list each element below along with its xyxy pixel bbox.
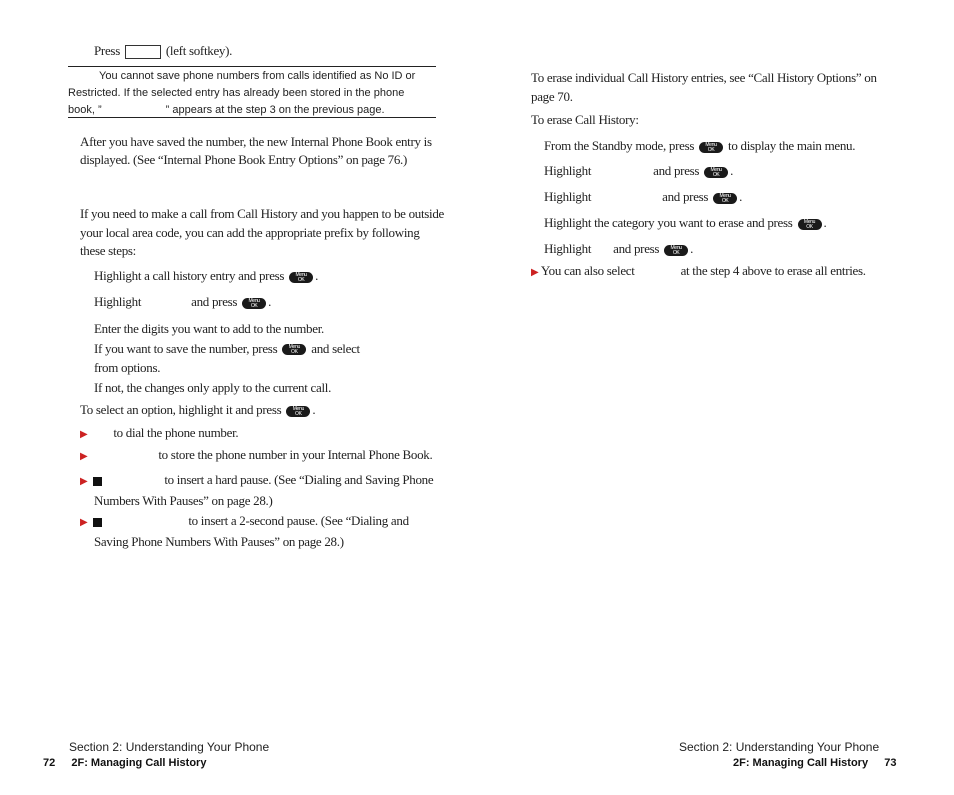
menu-ok-key-icon: Menu OK [282,344,306,355]
erase-individual-paragraph: To erase individual Call History entries, see “Call History Options” on page 70. [531,70,877,104]
left-softkey-icon [125,45,161,59]
erase-tip: ▶ You can also select at the step 4 above to erase all entries. [531,263,866,278]
erase-step-5: Highlight and press Menu OK . [544,241,694,256]
menu-ok-key-icon: Menu OK [699,142,723,153]
step-text: Press [94,43,120,58]
note-top-rule [68,66,436,67]
option-bullet-dial: ▶ to dial the phone number. [80,425,239,440]
prefix-step-3-4: Enter the digits you want to add to the number. If you want to save the number, press Menu OK and select from options. If not, the changes only apply to the current call. [94,321,360,395]
footer-chapter [733,757,896,769]
note-box [68,68,415,119]
pause-key-icon [93,518,102,527]
chapter-title: 2F: Managing Call History [733,757,869,769]
note-line: Restricted. If the selected entry has already been stored in the phone [68,87,405,99]
erase-step-4: Highlight the category you want to erase and press Menu OK . [544,215,827,230]
menu-ok-key-icon: Menu OK [289,272,313,283]
menu-ok-key-icon: Menu OK [798,219,822,230]
erase-step-3: Highlight and press Menu OK . [544,189,743,204]
option-bullet-2sec-pause: ▶ to insert a 2-second pause. (See “Dialing and Saving Phone Numbers With Pauses” on page 28.) [80,513,409,549]
footer-section-title: Section 2: Understanding Your Phone [69,740,270,754]
menu-ok-key-icon: Menu OK [713,193,737,204]
bullet-arrow-icon: ▶ [80,451,88,462]
erase-step-1: From the Standby mode, press Menu OK to display the main menu. [544,138,856,153]
option-bullet-hard-pause: ▶ to insert a hard pause. (See “Dialing and Saving Phone Numbers With Pauses” on page 28.) [80,472,434,508]
chapter-title: 2F: Managing Call History [71,757,207,769]
prefix-step-2: Highlight and press Menu OK . [94,294,272,309]
note-line: You cannot save phone numbers from calls identified as No ID or [99,70,416,82]
menu-ok-key-icon: Menu OK [664,245,688,256]
erase-intro: To erase Call History: [531,112,639,127]
footer-section-title: Section 2: Understanding Your Phone [679,740,880,754]
footer-chapter [43,757,206,769]
menu-ok-key-icon: Menu OK [286,406,310,417]
prefix-step-1: Highlight a call history entry and press Menu OK . [94,268,319,283]
prefix-intro-paragraph: If you need to make a call from Call History and you happen to be outside your local area code, you can add the appropriate prefix by following these steps: [80,206,445,258]
bullet-arrow-icon: ▶ [80,517,88,528]
bullet-arrow-icon: ▶ [531,267,539,278]
bullet-arrow-icon: ▶ [80,476,88,487]
menu-ok-key-icon: Menu OK [704,167,728,178]
option-bullet-save: ▶ to store the phone number in your Internal Phone Book. [80,447,433,462]
bullet-arrow-icon: ▶ [80,429,88,440]
step-press-softkey [94,43,232,59]
note-bottom-rule [68,117,436,118]
note-line: book, ” ” appears at the step 3 on the previous page. [68,104,385,116]
page-number: 73 [884,757,897,769]
menu-ok-key-icon: Menu OK [242,298,266,309]
step-text: (left softkey). [165,43,233,58]
pause-key-icon [93,477,102,486]
page-number: 72 [43,757,56,769]
erase-step-2: Highlight and press Menu OK . [544,163,734,178]
after-saved-paragraph: After you have saved the number, the new Internal Phone Book entry is displayed. (See “Internal Phone Book Entry Options” on page 76.) [80,134,432,167]
select-option-text: To select an option, highlight it and press Menu OK . [80,402,316,417]
